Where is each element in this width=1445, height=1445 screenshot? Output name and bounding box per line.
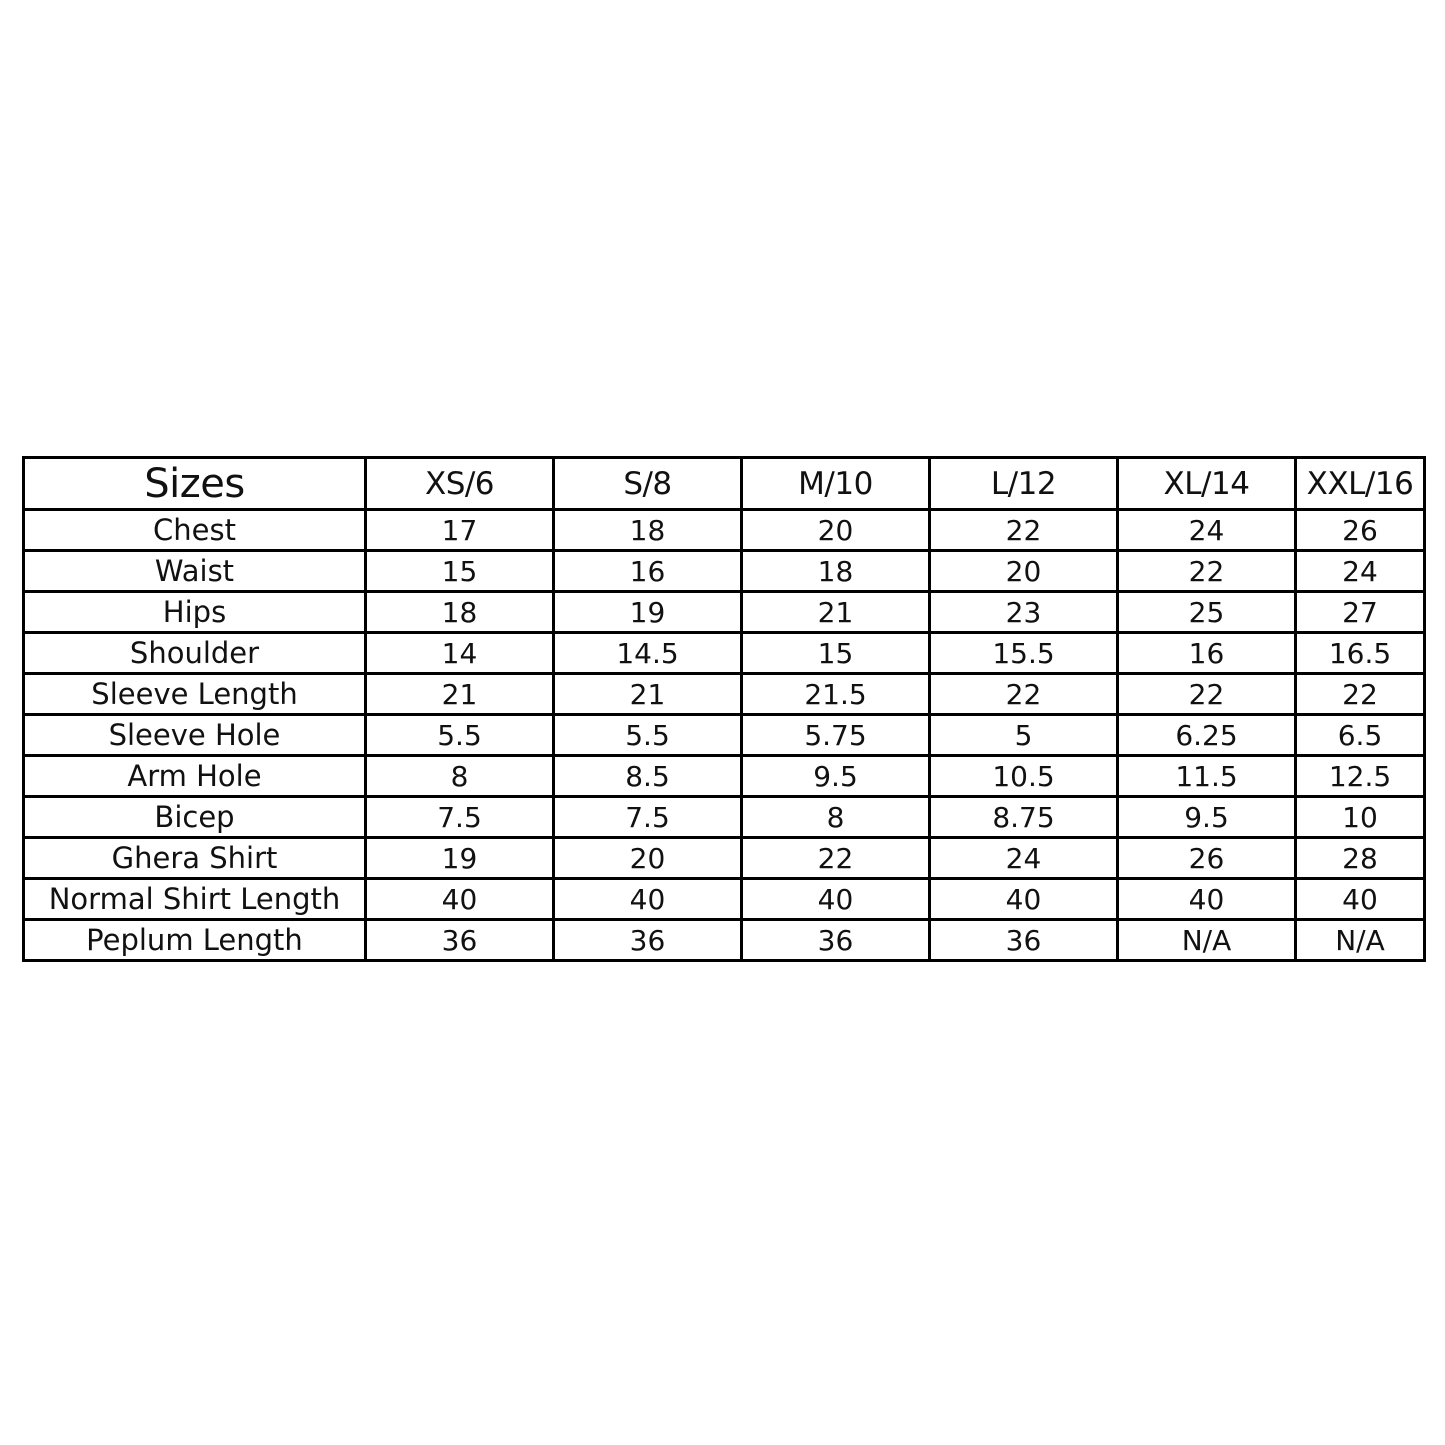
cell-value: 24 xyxy=(1296,551,1425,592)
row-label: Sleeve Hole xyxy=(24,715,366,756)
size-chart-container xyxy=(22,456,1423,962)
table-row xyxy=(24,879,1425,920)
table-body xyxy=(24,510,1425,961)
cell-value: 22 xyxy=(1118,674,1296,715)
cell-value: 27 xyxy=(1296,592,1425,633)
table-row xyxy=(24,510,1425,551)
cell-value: 36 xyxy=(742,920,930,961)
cell-value: 8.75 xyxy=(930,797,1118,838)
table-row xyxy=(24,551,1425,592)
cell-value: 8.5 xyxy=(554,756,742,797)
cell-value: 36 xyxy=(930,920,1118,961)
cell-value: 10.5 xyxy=(930,756,1118,797)
column-header-xs: XS/6 xyxy=(366,458,554,510)
cell-value: 17 xyxy=(366,510,554,551)
cell-value: 5.5 xyxy=(554,715,742,756)
row-label: Shoulder xyxy=(24,633,366,674)
column-header-xxl: XXL/16 xyxy=(1296,458,1425,510)
cell-value: 26 xyxy=(1296,510,1425,551)
cell-value: 40 xyxy=(930,879,1118,920)
cell-value: 36 xyxy=(366,920,554,961)
cell-value: 40 xyxy=(366,879,554,920)
row-label: Hips xyxy=(24,592,366,633)
row-label: Chest xyxy=(24,510,366,551)
cell-value: N/A xyxy=(1296,920,1425,961)
cell-value: 5 xyxy=(930,715,1118,756)
cell-value: 16 xyxy=(1118,633,1296,674)
row-label: Sleeve Length xyxy=(24,674,366,715)
cell-value: 18 xyxy=(742,551,930,592)
cell-value: 21 xyxy=(742,592,930,633)
cell-value: 16.5 xyxy=(1296,633,1425,674)
row-label: Waist xyxy=(24,551,366,592)
table-row xyxy=(24,756,1425,797)
column-header-m: M/10 xyxy=(742,458,930,510)
cell-value: 21.5 xyxy=(742,674,930,715)
cell-value: 14.5 xyxy=(554,633,742,674)
cell-value: 21 xyxy=(366,674,554,715)
table-row xyxy=(24,920,1425,961)
cell-value: 40 xyxy=(1118,879,1296,920)
cell-value: 22 xyxy=(930,674,1118,715)
table-row xyxy=(24,592,1425,633)
cell-value: 7.5 xyxy=(366,797,554,838)
row-label: Arm Hole xyxy=(24,756,366,797)
cell-value: 15 xyxy=(366,551,554,592)
cell-value: 20 xyxy=(554,838,742,879)
table-row xyxy=(24,838,1425,879)
cell-value: 15.5 xyxy=(930,633,1118,674)
cell-value: 5.5 xyxy=(366,715,554,756)
cell-value: 36 xyxy=(554,920,742,961)
table-row xyxy=(24,797,1425,838)
size-chart-table xyxy=(22,456,1426,962)
column-header-xl: XL/14 xyxy=(1118,458,1296,510)
cell-value: 22 xyxy=(930,510,1118,551)
cell-value: 24 xyxy=(1118,510,1296,551)
cell-value: 40 xyxy=(554,879,742,920)
cell-value: 11.5 xyxy=(1118,756,1296,797)
sizes-corner-label: Sizes xyxy=(24,458,366,510)
cell-value: 14 xyxy=(366,633,554,674)
cell-value: 8 xyxy=(366,756,554,797)
cell-value: 20 xyxy=(930,551,1118,592)
cell-value: 9.5 xyxy=(742,756,930,797)
cell-value: 28 xyxy=(1296,838,1425,879)
cell-value: 20 xyxy=(742,510,930,551)
cell-value: 25 xyxy=(1118,592,1296,633)
cell-value: 9.5 xyxy=(1118,797,1296,838)
cell-value: 15 xyxy=(742,633,930,674)
cell-value: 18 xyxy=(554,510,742,551)
cell-value: 6.25 xyxy=(1118,715,1296,756)
cell-value: 6.5 xyxy=(1296,715,1425,756)
cell-value: 12.5 xyxy=(1296,756,1425,797)
cell-value: 8 xyxy=(742,797,930,838)
row-label: Peplum Length xyxy=(24,920,366,961)
cell-value: 40 xyxy=(1296,879,1425,920)
cell-value: 16 xyxy=(554,551,742,592)
cell-value: 19 xyxy=(554,592,742,633)
cell-value: 22 xyxy=(1296,674,1425,715)
cell-value: 18 xyxy=(366,592,554,633)
cell-value: 7.5 xyxy=(554,797,742,838)
column-header-l: L/12 xyxy=(930,458,1118,510)
cell-value: 23 xyxy=(930,592,1118,633)
cell-value: 22 xyxy=(742,838,930,879)
column-header-s: S/8 xyxy=(554,458,742,510)
table-row xyxy=(24,633,1425,674)
cell-value: 10 xyxy=(1296,797,1425,838)
cell-value: 22 xyxy=(1118,551,1296,592)
row-label: Bicep xyxy=(24,797,366,838)
cell-value: 40 xyxy=(742,879,930,920)
cell-value: 26 xyxy=(1118,838,1296,879)
table-header xyxy=(24,458,1425,510)
cell-value: 5.75 xyxy=(742,715,930,756)
cell-value: 24 xyxy=(930,838,1118,879)
cell-value: 19 xyxy=(366,838,554,879)
table-row xyxy=(24,674,1425,715)
cell-value: 21 xyxy=(554,674,742,715)
cell-value: N/A xyxy=(1118,920,1296,961)
header-row xyxy=(24,458,1425,510)
table-row xyxy=(24,715,1425,756)
row-label: Normal Shirt Length xyxy=(24,879,366,920)
row-label: Ghera Shirt xyxy=(24,838,366,879)
